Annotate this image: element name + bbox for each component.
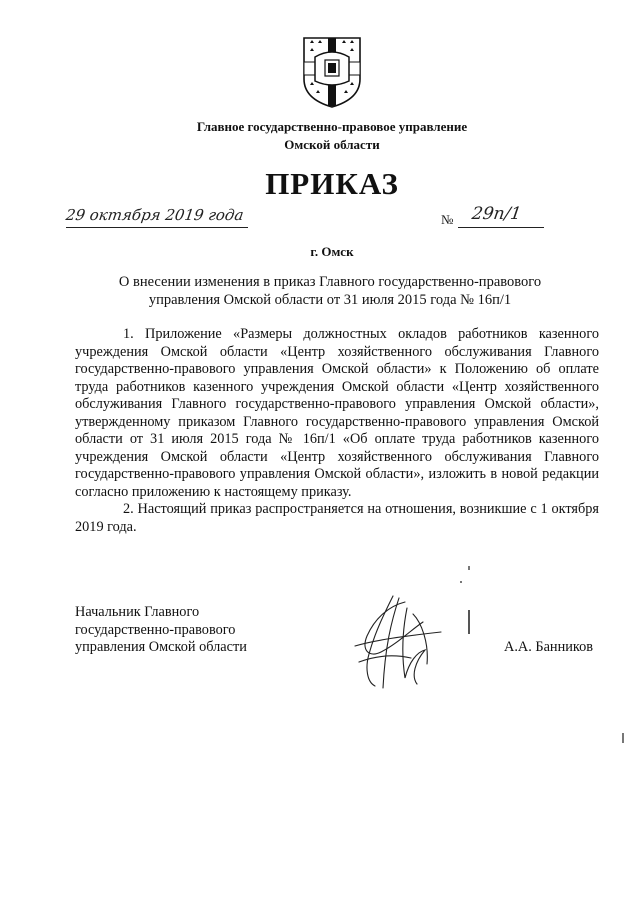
subject-line2: управления Омской области от 31 июля 2015 года № 16п/1 [148,291,512,308]
signer-position-line2: государственно-правового [75,621,236,638]
order-date-field [66,206,248,232]
organization-name-line2: Омской области [284,137,380,152]
signer-position-line1: Начальник Главного [75,604,200,620]
handwritten-signature-icon [345,592,445,692]
scan-speck [622,733,624,743]
scan-speck [460,581,462,583]
signer-position-line3: управления Омской области [75,639,247,655]
order-number-field [458,206,544,232]
body-paragraph-2: 2. Настоящий приказ распространяется на отношения, возникшие с 1 октября 2019 года. [75,501,599,535]
signer-name: А.А. Банников [504,639,593,655]
city-name: г. Омск [310,244,354,259]
order-number: 29п/1 [470,204,523,224]
margin-mark [468,610,470,634]
date-underline [66,227,248,228]
scan-speck [468,566,470,570]
body-paragraph-1: 1. Приложение «Размеры должностных окладов работников казенного учреждения Омской области «Центр хозяйственного обслуживания Главного государственно-правового управления Омской области» к Положению об оплате труда работников казенного учреждения Омской области «Центр хозяйственного обслуживания Главного государственно-правового управления Омской области», утвержденному приказом Главного государственно-правового управления Омской области от 31 июля 2015 года № 16п/1 «Об оплате труда работников казенного учреждения Омской области «Центр хозяйственного обслуживания Главного государственно-правового управления Омской области», изложить в новой редакции согласно приложению к настоящему приказу. [75,326,599,500]
document-type-title: ПРИКАЗ [265,166,399,201]
signer-position [75,604,247,657]
subject-line1: О внесении изменения в приказ Главного государственно-правового [118,274,542,290]
order-date: 29 октября 2019 года [64,206,245,224]
coat-of-arms-icon [301,35,363,109]
order-number-label: № [441,212,454,227]
organization-name-line1: Главное государственно-правовое управление [196,119,468,134]
number-underline [458,227,544,228]
order-body [75,326,599,536]
order-subject [100,274,560,309]
